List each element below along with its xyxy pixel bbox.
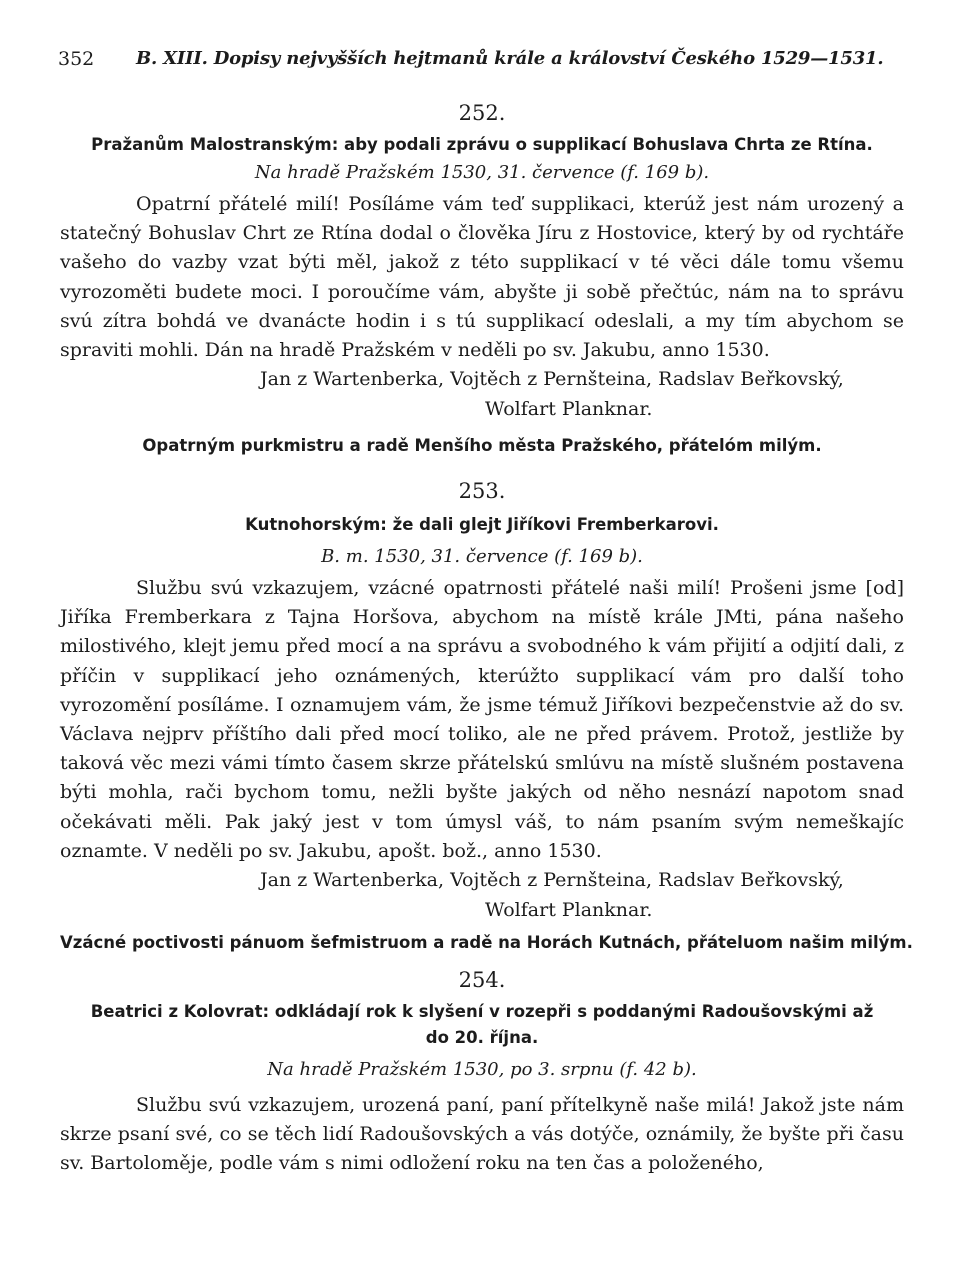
signature-line: Jan z Wartenberka, Vojtěch z Pernšteina, Radslav Beřkovský,	[260, 869, 844, 892]
letter-253	[60, 476, 913, 957]
letter-text: Službu svú vzkazujem, urozená paní, paní přítelkyně naše milá! Jakož jste nám skrze psaní své, co se těch lidí Radoušovských a vás dotýče, oznámily, že byšte při času sv. Bartoloměje, podle vám s nimi odložení roku na ten čas a položeného,	[60, 1094, 904, 1175]
signature-line: Wolfart Planknar.	[485, 397, 653, 420]
letter-summary: Beatrici z Kolovrat: odkládají rok k slyšení v rozepři s poddanými Radoušovskými až do 20. října.	[90, 1002, 874, 1047]
letter-252	[60, 98, 904, 460]
letter-address: Vzácné poctivosti pánuom šefmistruom a radě na Horách Kutnách, přáteluom našim milým.	[60, 933, 913, 953]
letter-number: 252.	[458, 101, 506, 125]
letter-summary: Pražanům Malostranským: aby podali zprávu o supplikací Bohuslava Chrta ze Rtína.	[91, 135, 873, 154]
letter-place-date: Na hradě Pražském 1530, po 3. srpnu (f. 42 b).	[267, 1059, 697, 1080]
letter-address: Opatrným purkmistru a radě Menšího města Pražského, přátelóm milým.	[142, 436, 822, 456]
page-header	[58, 48, 884, 76]
letter-254	[60, 965, 904, 1179]
letter-place-date: B. m. 1530, 31. července (f. 169 b).	[321, 546, 643, 567]
running-title: B. XIII. Dopisy nejvyšších hejtmanů krále a království Českého 1529—1531.	[136, 48, 884, 69]
page-number: 352	[58, 48, 95, 70]
letter-summary: Kutnohorským: že dali glejt Jiříkovi Fremberkarovi.	[245, 515, 719, 534]
letter-number: 253.	[458, 479, 506, 503]
signature-line: Jan z Wartenberka, Vojtěch z Pernšteina, Radslav Beřkovský,	[260, 368, 844, 391]
letter-number: 254.	[458, 968, 506, 992]
signature-line: Wolfart Planknar.	[485, 898, 653, 921]
letter-text: Opatrní přátelé milí! Posíláme vám teď supplikaci, kterúž jest nám urozený a statečný Bohuslav Chrt ze Rtína dodal o člověka Jíru z Hostovice, který by od rychtáře vašeho do vazby vzat býti měl, jakož z této supplikací v té věci dále tomu všemu vyrozoměti budete moci. I poroučíme vám, abyšte ji sobě přečtúc, nám na to správu svú zítra bohdá ve dvanácte hodin i s tú supplikací odeslali, a my tím abychom se spraviti mohli. Dán na hradě Pražském v neděli po sv. Jakubu, anno 1530.	[60, 193, 904, 362]
letter-text: Službu svú vzkazujem, vzácné opatrnosti přátelé naši milí! Prošeni jsme [od] Jiříka Fremberkara z Tajna Horšova, abychom na místě krále JMti, pána našeho milostivého, klejt jemu před mocí a na správu a svobodného k vám přijití a odjití dali, z příčin v supplikací jeho oznámených, kterúžto supplikací vám pro další toho vyrozomění posíláme. I oznamujem vám, že jsme témuž Jiříkovi bezpečenstvie až do sv. Václava nejprv příštího dali před mocí toliko, ale ne před právem. Protož, jestliže by taková věc mezi vámi tímto časem skrze přátelskú smlúvu na místě slušném postavena býti mohla, rači bychom tomu, nežli byšte jakých od něho nesnází napotom snad očekávati měli. Pak jaký jest v tom úmysl váš, to nám psaním svým nemeškajíc oznamte. V neděli po sv. Jakubu, apošt. bož., anno 1530.	[60, 577, 904, 862]
letter-place-date: Na hradě Pražském 1530, 31. července (f. 169 b).	[254, 162, 710, 183]
